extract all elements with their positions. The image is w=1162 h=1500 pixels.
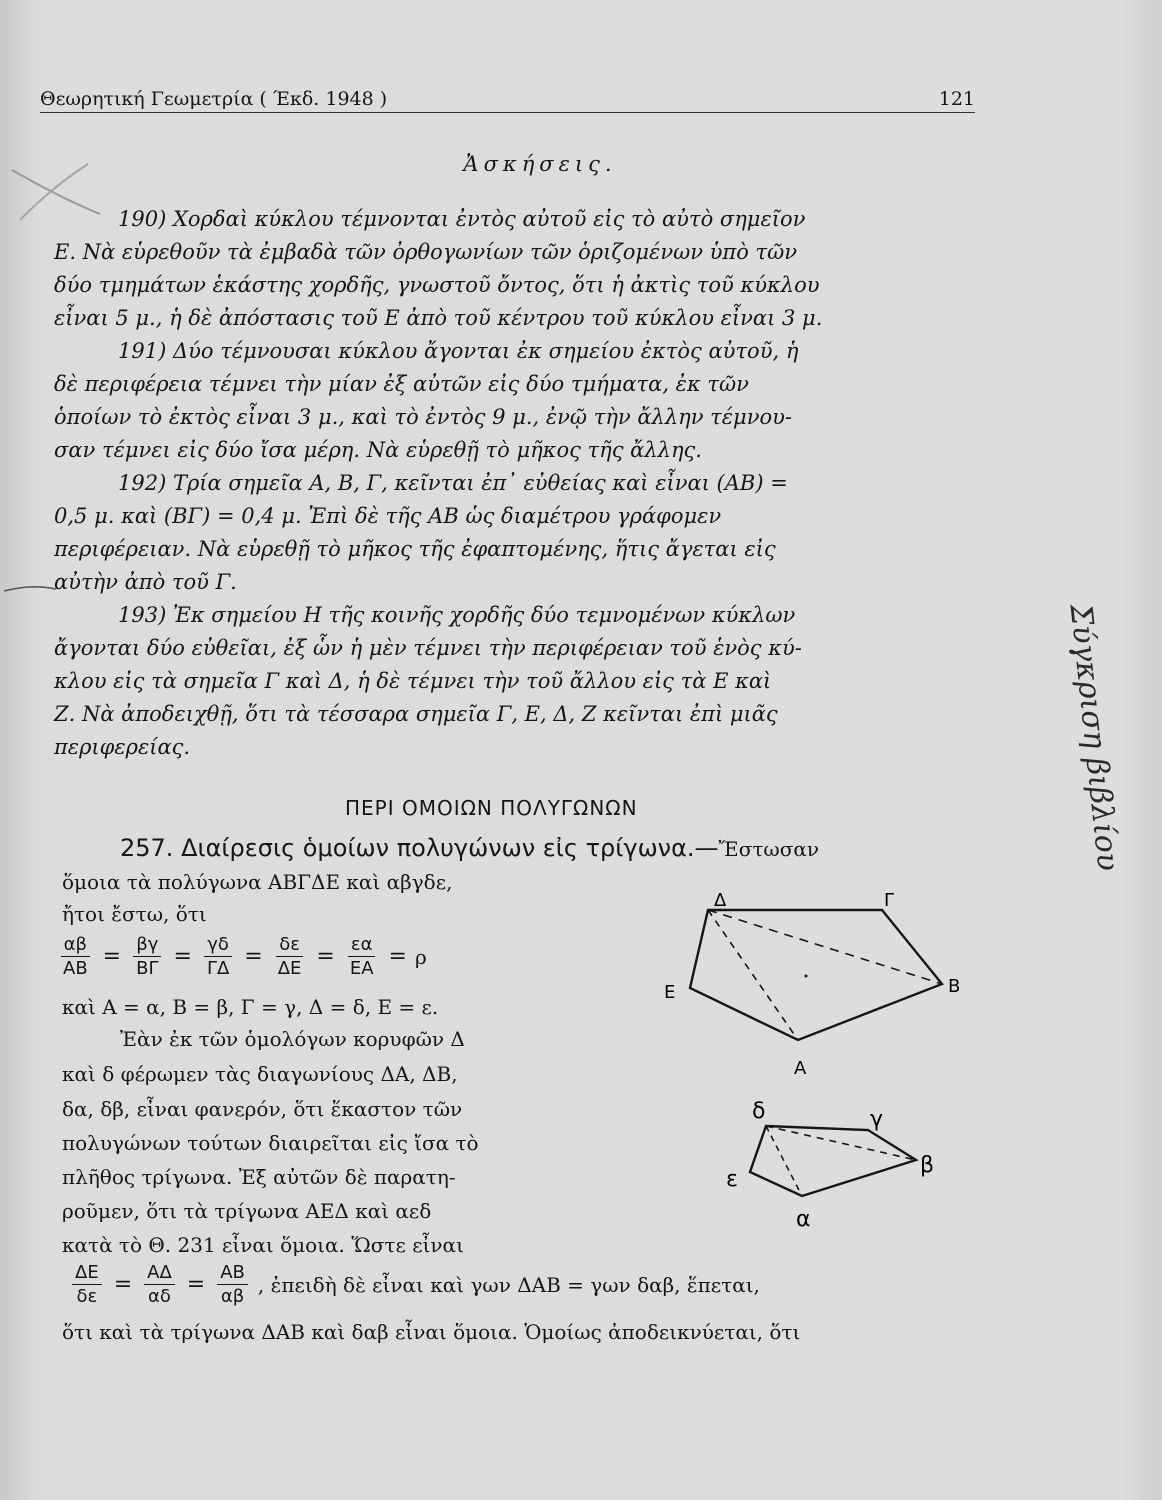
exercise-line: Ζ. Νὰ ἀποδειχθῇ, ὅτι τὰ τέσσαρα σημεῖα Γ, Ε, Δ, Ζ κεῖνται ἐπὶ μιᾶς [54, 702, 778, 726]
vertex-label-D: Δ [714, 890, 727, 911]
exercise-line: σαν τέμνει εἰς δύο ἴσα μέρη. Νὰ εὑρεθῇ τὸ μῆκος τῆς ἄλλης. [54, 438, 702, 462]
exercise-line: 192) Τρία σημεῖα Α, Β, Γ, κεῖνται ἐπ᾽ εὐθείας καὶ εἶναι (ΑΒ) = [118, 471, 788, 495]
theorem-title: 257. Διαίρεσις ὁμοίων πολυγώνων εἰς τρίγωνα.— [120, 834, 719, 862]
section-title: ΠΕΡΙ ΟΜΟΙΩΝ ΠΟΛΥΓΩΝΩΝ [345, 796, 638, 820]
ratio-fraction: $\frac{\gamma\delta}{\Gamma\Delta}$ [204, 934, 232, 979]
exercise-line: 193) Ἐκ σημείου Η τῆς κοινῆς χορδῆς δύο τεμνομένων κύκλων [118, 603, 796, 627]
exercise-line: αὐτὴν ἀπὸ τοῦ Γ. [54, 570, 237, 594]
vertex-label-a: α [796, 1207, 811, 1232]
vertex-label-e: ε [726, 1167, 738, 1192]
theorem-heading [120, 834, 819, 862]
theorem-line: δα, δβ, εἶναι φανερόν, ὅτι ἕκαστον τῶν [62, 1097, 463, 1121]
exercise-line: κλου εἰς τὰ σημεῖα Γ καὶ Δ, ἡ δὲ τέμνει τὴν τοῦ ἄλλου εἰς τὰ Ε καὶ [54, 669, 772, 693]
vertex-label-d: δ [752, 1099, 766, 1124]
vertex-label-A: Α [794, 1058, 807, 1079]
ratio-fraction: $\frac{AB}{\alpha\beta}$ [217, 1262, 248, 1307]
exercise-line: ὁποίων τὸ ἐκτὸς εἶναι 3 μ., καὶ τὸ ἐντὸς 9 μ., ἐνῷ τὴν ἄλλην τέμνου- [54, 405, 792, 429]
pencil-margin-mark [0, 575, 70, 605]
ratio-fraction: $\frac{A\Delta}{\alpha\delta}$ [144, 1262, 175, 1307]
theorem-line: ἤτοι ἔστω, ὅτι [62, 902, 207, 926]
book-title: Θεωρητική Γεωμετρία ( Έκδ. 1948 ) [40, 88, 388, 110]
vertex-label-b: β [920, 1153, 935, 1178]
theorem-last-line: ὅτι καὶ τὰ τρίγωνα ΔΑΒ καὶ δαβ εἶναι ὅμοια. Ὁμοίως ἀποδεικνύεται, ὅτι [62, 1320, 801, 1344]
margin-note-text: Σύγκριση βιβλίου [1062, 602, 1126, 873]
ratio-fraction: $\frac{\Delta E}{\delta\varepsilon}$ [72, 1262, 102, 1307]
exercise-line: περιφερείας. [54, 735, 191, 759]
exercise-line: 191) Δύο τέμνουσαι κύκλου ἄγονται ἐκ σημείου ἐκτὸς αὐτοῦ, ἡ [118, 339, 799, 363]
diagonal-db [766, 1126, 916, 1160]
exercise-line: Ε. Νὰ εὑρεθοῦν τὰ ἐμβαδὰ τῶν ὀρθογωνίων τῶν ὁριζομένων ὑπὸ τῶν [54, 240, 798, 264]
exercise-line: 190) Χορδαὶ κύκλου τέμνονται ἐντὸς αὐτοῦ εἰς τὸ αὐτὸ σημεῖον [118, 207, 806, 231]
similarity-ratio-equation: $\frac{\alpha\beta}{AB}$ = $\frac{\beta\gamma}{B\Gamma}$ = $\frac{\gamma\delta}{\Gamma\Delta}$ = $\frac{\delta\varepsilon}{\Delta E}$ = $\frac{\varepsilon\alpha}{EA}$ = ρ [56, 934, 427, 979]
theorem-line: ὅμοια τὰ πολύγωνα ΑΒΓΔΕ καὶ αβγδε, [62, 870, 453, 894]
ratio-fraction: $\frac{\delta\varepsilon}{\Delta E}$ [277, 934, 302, 979]
vertex-label-E: Ε [664, 982, 676, 1003]
theorem-heading-tail: Ἔστωσαν [718, 837, 820, 861]
running-header [40, 88, 975, 113]
ratio-fraction: $\frac{\varepsilon\alpha}{EA}$ [349, 934, 374, 979]
exercise-line: ἄγονται δύο εὐθεῖαι, ἐξ ὧν ἡ μὲν τέμνει τὴν περιφέρειαν τοῦ ἑνὸς κύ- [54, 636, 802, 660]
vertex-label-g: γ [870, 1107, 884, 1132]
exercise-line: εἶναι 5 μ., ἡ δὲ ἀπόστασις τοῦ Ε ἀπὸ τοῦ κέντρου τοῦ κύκλου εἶναι 3 μ. [54, 306, 823, 330]
theorem-line: Ἐὰν ἐκ τῶν ὁμολόγων κορυφῶν Δ [120, 1027, 465, 1051]
theorem-line: καὶ δ φέρωμεν τὰς διαγωνίους ΔΑ, ΔΒ, [62, 1062, 458, 1086]
diagonal-DB [708, 910, 942, 984]
handwritten-margin-note [1020, 600, 1150, 900]
ratio-fraction: $\frac{\alpha\beta}{AB}$ [60, 934, 91, 979]
theorem-line: ροῦμεν, ὅτι τὰ τρίγωνα ΑΕΔ καὶ αεδ [62, 1199, 432, 1223]
theorem-line: πλῆθος τρίγωνα. Ἐξ αὐτῶν δὲ παρατη- [62, 1165, 456, 1189]
ratio-fraction: $\frac{\beta\gamma}{B\Gamma}$ [133, 934, 161, 979]
small-pentagon-outline [750, 1126, 916, 1196]
exercises-heading: Ἀσκήσεις. [463, 152, 617, 176]
small-pentagon-figure [720, 1090, 950, 1240]
pentagon-outline [690, 910, 942, 1040]
interior-point [805, 975, 808, 978]
diagonal-DA [708, 910, 798, 1040]
exercise-line: 0,5 μ. καὶ (ΒΓ) = 0,4 μ. Ἐπὶ δὲ τῆς ΑΒ ὡς διαμέτρου γράφομεν [54, 504, 722, 528]
vertex-label-B: Β [948, 976, 961, 997]
pencil-cross-mark [0, 150, 120, 250]
diagonal-da [766, 1126, 802, 1196]
large-pentagon-figure [650, 880, 990, 1080]
exercise-line: δύο τμημάτων ἑκάστης χορδῆς, γνωστοῦ ὄντος, ὅτι ἡ ἀκτὶς τοῦ κύκλου [54, 273, 820, 297]
page-number: 121 [938, 88, 975, 110]
exercise-line: δὲ περιφέρεια τέμνει τὴν μίαν ἐξ αὐτῶν εἰς δύο τμήματα, ἐκ τῶν [54, 372, 749, 396]
triangle-ratio-equation: $\frac{\Delta E}{\delta\varepsilon}$ = $\frac{A\Delta}{\alpha\delta}$ = $\frac{AB}{\alpha\beta}$ , ἐπειδὴ δὲ εἶναι καὶ γων ΔΑΒ = γων δαβ, ἕπεται, [68, 1262, 760, 1307]
ratio-symbol: ρ [414, 944, 427, 969]
equation-tail: , ἐπειδὴ δὲ εἶναι καὶ γων ΔΑΒ = γων δαβ, ἕπεται, [257, 1272, 760, 1297]
exercise-line: περιφέρειαν. Νὰ εὑρεθῇ τὸ μῆκος τῆς ἐφαπτομένης, ἥτις ἄγεται εἰς [54, 537, 776, 561]
theorem-line: κατὰ τὸ Θ. 231 εἶναι ὅμοια. Ὥστε εἶναι [62, 1233, 464, 1257]
vertex-label-G: Γ [884, 890, 895, 911]
theorem-line: καὶ Α = α, Β = β, Γ = γ, Δ = δ, Ε = ε. [62, 995, 439, 1019]
theorem-line: πολυγώνων τούτων διαιρεῖται εἰς ἴσα τὸ [62, 1131, 479, 1155]
